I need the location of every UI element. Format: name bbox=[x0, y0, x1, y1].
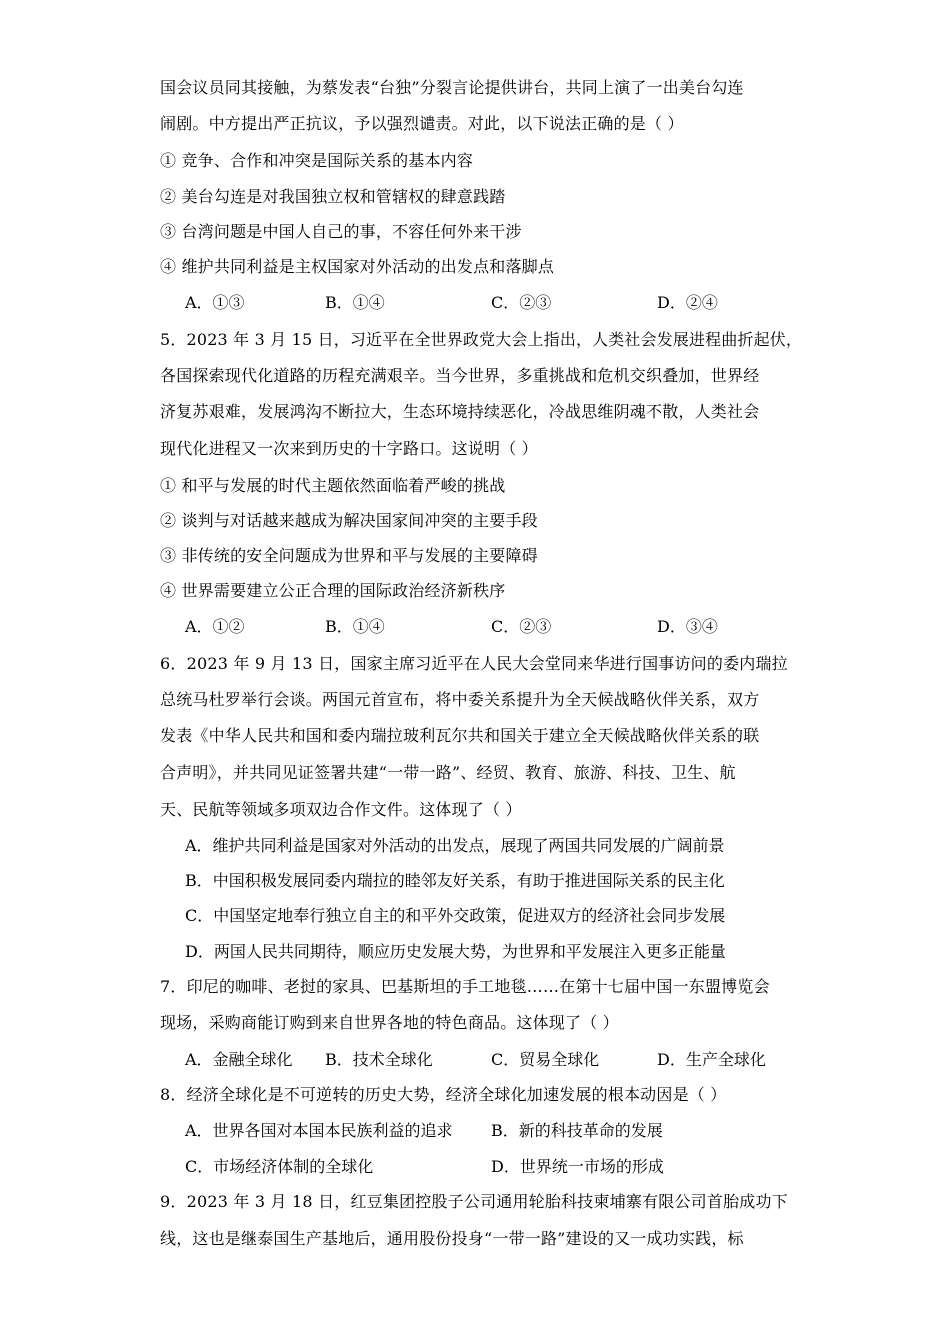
q6-option-a[interactable]: A．维护共同利益是国家对外活动的出发点，展现了两国共同发展的广阔前景 bbox=[185, 836, 725, 855]
q6-stem-line-1: 6．2023 年 9 月 13 日，国家主席习近平在人民大会堂同来华进行国事访问的委内瑞拉 bbox=[160, 654, 788, 673]
q4-item-2: ② 美台勾连是对我国独立权和管辖权的肆意践踏 bbox=[160, 187, 506, 206]
q7-option-a[interactable]: A．金融全球化 bbox=[185, 1050, 293, 1069]
q4-option-d[interactable]: D．②④ bbox=[657, 293, 718, 312]
q6-option-c[interactable]: C．中国坚定地奉行独立自主的和平外交政策，促进双方的经济社会同步发展 bbox=[185, 906, 726, 925]
q5-item-3: ③ 非传统的安全问题成为世界和平与发展的主要障碍 bbox=[160, 546, 538, 565]
q5-item-2: ② 谈判与对话越来越成为解决国家间冲突的主要手段 bbox=[160, 511, 538, 530]
q7-stem-line-1: 7．印尼的咖啡、老挝的家具、巴基斯坦的手工地毯……在第十七届中国一东盟博览会 bbox=[160, 977, 770, 996]
q8-option-a[interactable]: A．世界各国对本国本民族利益的追求 bbox=[185, 1121, 453, 1140]
q4-option-c[interactable]: C．②③ bbox=[491, 293, 552, 312]
q8-option-d[interactable]: D．世界统一市场的形成 bbox=[491, 1157, 664, 1176]
q9-stem-line-2: 线，这也是继泰国生产基地后，通用股份投身“一带一路”建设的又一成功实践，标 bbox=[160, 1229, 744, 1248]
q4-item-4: ④ 维护共同利益是主权国家对外活动的出发点和落脚点 bbox=[160, 257, 555, 276]
q4-stem-line-1: 国会议员同其接触，为蔡发表“台独”分裂言论提供讲台，共同上演了一出美台勾连 bbox=[160, 78, 744, 97]
q6-stem-line-5: 天、民航等领域多项双边合作文件。这体现了（ ） bbox=[160, 800, 522, 819]
q5-option-a[interactable]: A．①② bbox=[185, 617, 245, 636]
q5-option-c[interactable]: C．②③ bbox=[491, 617, 552, 636]
q4-item-3: ③ 台湾问题是中国人自己的事，不容任何外来干涉 bbox=[160, 222, 522, 241]
q6-stem-line-2: 总统马杜罗举行会谈。两国元首宣布，将中委关系提升为全天候战略伙伴关系，双方 bbox=[160, 690, 760, 709]
q5-stem-line-3: 济复苏艰难，发展鸿沟不断拉大，生态环境持续恶化，冷战思维阴魂不散，人类社会 bbox=[160, 402, 760, 421]
q5-option-b[interactable]: B．①④ bbox=[325, 617, 385, 636]
q6-stem-line-3: 发表《中华人民共和国和委内瑞拉玻利瓦尔共和国关于建立全天候战略伙伴关系的联 bbox=[160, 726, 760, 745]
q8-option-b[interactable]: B．新的科技革命的发展 bbox=[491, 1121, 663, 1140]
q7-option-d[interactable]: D．生产全球化 bbox=[657, 1050, 766, 1069]
q4-option-b[interactable]: B．①④ bbox=[325, 293, 385, 312]
q8-option-c[interactable]: C．市场经济体制的全球化 bbox=[185, 1157, 374, 1176]
q7-option-c[interactable]: C．贸易全球化 bbox=[491, 1050, 600, 1069]
q7-stem-line-2: 现场，采购商能订购到来自世界各地的特色商品。这体现了（ ） bbox=[160, 1013, 619, 1032]
q9-stem-line-1: 9．2023 年 3 月 18 日，红豆集团控股子公司通用轮胎科技柬埔寨有限公司首胎成功下 bbox=[160, 1192, 788, 1211]
q4-item-1: ① 竞争、合作和冲突是国际关系的基本内容 bbox=[160, 151, 474, 170]
q8-stem-line-1: 8．经济全球化是不可逆转的历史大势，经济全球化加速发展的根本动因是（ ） bbox=[160, 1085, 727, 1104]
q6-option-b[interactable]: B．中国积极发展同委内瑞拉的睦邻友好关系，有助于推进国际关系的民主化 bbox=[185, 871, 725, 890]
q6-option-d[interactable]: D．两国人民共同期待，顺应历史发展大势，为世界和平发展注入更多正能量 bbox=[185, 942, 726, 961]
q5-item-1: ① 和平与发展的时代主题依然面临着严峻的挑战 bbox=[160, 476, 506, 495]
q4-option-a[interactable]: A．①③ bbox=[185, 293, 245, 312]
q5-option-d[interactable]: D．③④ bbox=[657, 617, 718, 636]
q5-item-4: ④ 世界需要建立公正合理的国际政治经济新秩序 bbox=[160, 581, 506, 600]
q5-stem-line-4: 现代化进程又一次来到历史的十字路口。这说明（ ） bbox=[160, 439, 538, 458]
q7-option-b[interactable]: B．技术全球化 bbox=[325, 1050, 433, 1069]
q5-stem-line-1: 5．2023 年 3 月 15 日，习近平在全世界政党大会上指出，人类社会发展进程曲折起伏， bbox=[160, 330, 803, 349]
q6-stem-line-4: 合声明》，并共同见证签署共建“一带一路”、经贸、教育、旅游、科技、卫生、航 bbox=[160, 763, 736, 782]
q5-stem-line-2: 各国探索现代化道路的历程充满艰辛。当今世界，多重挑战和危机交织叠加，世界经 bbox=[160, 366, 760, 385]
q4-stem-line-2: 闹剧。中方提出严正抗议，予以强烈谴责。对此，以下说法正确的是（ ） bbox=[160, 114, 684, 133]
